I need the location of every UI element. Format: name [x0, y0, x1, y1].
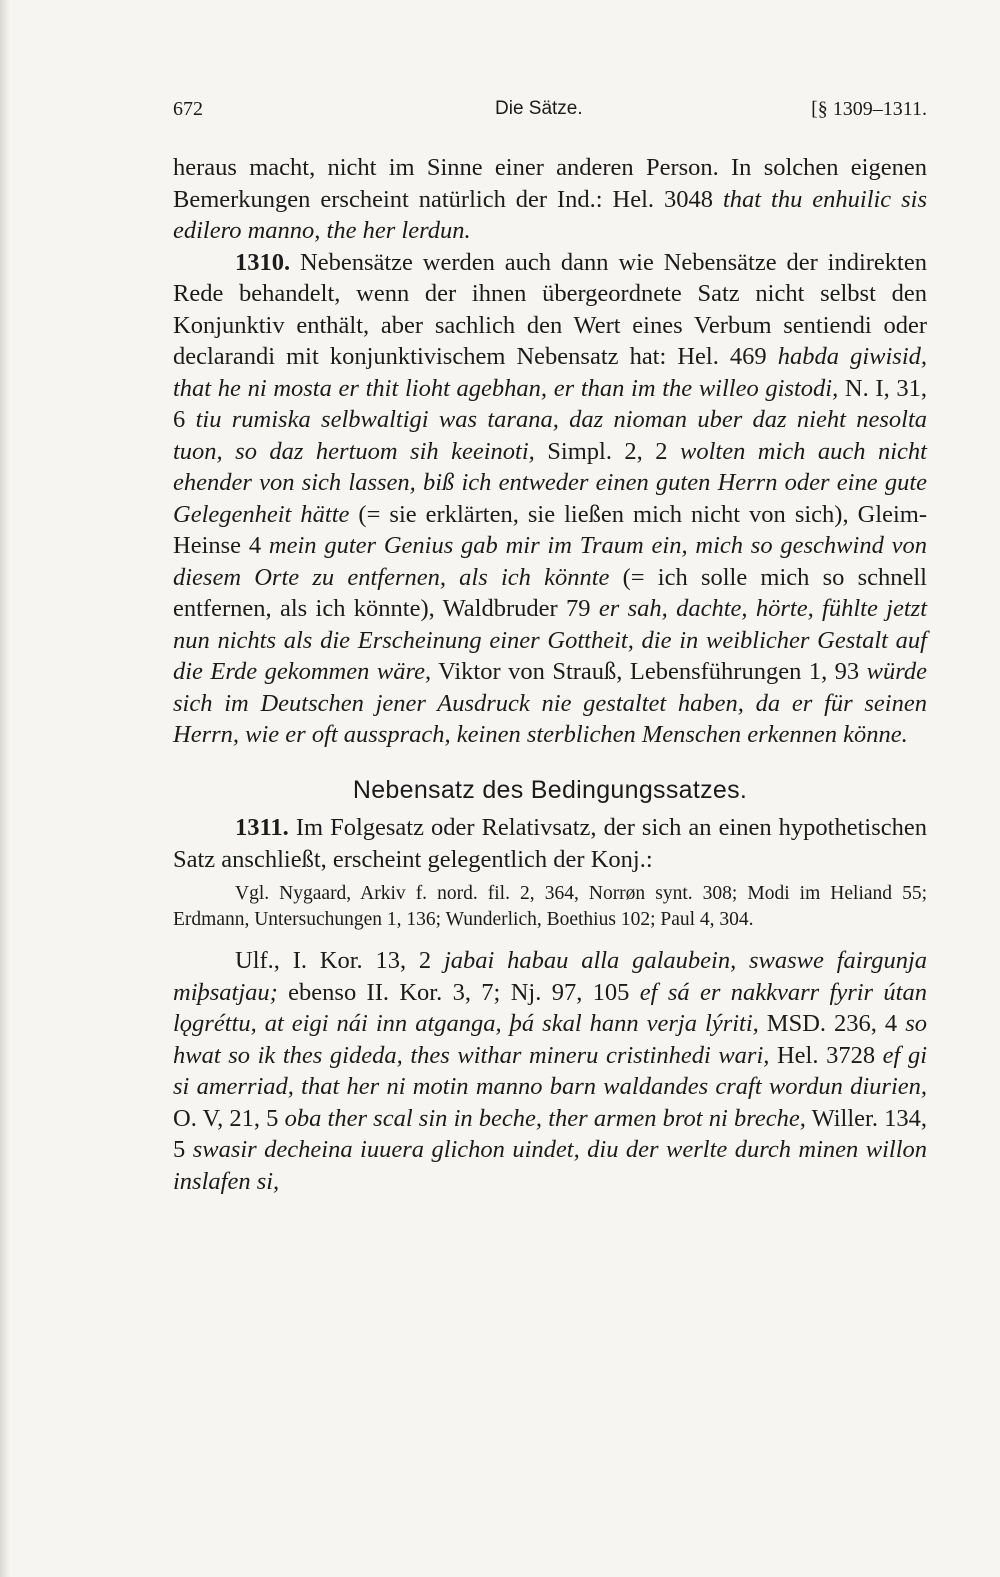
text-run: ebenso II. Kor. 3, 7; Nj. 97, 105 — [277, 978, 640, 1006]
citation-quote: habda giwisid, that he ni mosta er thit lioht agebhan, er than im the willeo gistodi, — [173, 343, 928, 402]
text-run: Viktor von Strauß, Lebensführungen 1, 93 — [431, 658, 867, 685]
section-number: 1310. — [235, 248, 291, 276]
paragraph-1310 — [173, 247, 927, 751]
paragraph-continuation — [173, 152, 927, 247]
text-run: Simpl. 2, 2 — [534, 437, 680, 465]
page-number: 672 — [173, 98, 203, 120]
citation-quote: oba ther scal sin in beche, ther armen brot ni breche, — [284, 1104, 806, 1132]
citation-quote: that thu enhuilic sis edilero manno, the her lerdun. — [173, 185, 928, 244]
text-run: Willer. 134, 5 — [173, 1104, 927, 1163]
section-heading: Nebensatz des Bedingungssatzes. — [352, 775, 748, 804]
citation-quote: wolten mich auch nicht ehender von sich lassen, biß ich entweder einen guten Herrn oder eine gute Gelegenheit hätte — [173, 437, 927, 528]
citation-quote: würde sich im Deutschen jener Ausdruck nie gestaltet haben, da er für seinen Herrn, wie er oft aussprach, keinen sterblichen Menschen erkennen könne. — [173, 658, 927, 748]
text-run: Ulf., I. Kor. 13, 2 — [235, 947, 444, 974]
citation-quote: swasir decheina iuuera glichon uindet, diu der werlte durch minen willon inslafen si, — [173, 1136, 928, 1195]
section-range: [§ 1309–1311. — [811, 98, 927, 120]
text-run: Hel. 3728 — [769, 1041, 883, 1069]
citation-quote: jabai habau alla galaubein, swaswe fairgunja miþsatjau; — [173, 947, 927, 1006]
running-header — [173, 98, 927, 126]
text-run: Nebensätze werden auch dann wie Nebensätze der indirekten Rede behandelt, wenn der ihnen übergeordnete Satz nicht selbst den Konjunktiv enthält, aber sachlich den Wert eines Verbum sentiendi oder declarandi mit konjunktivischem Nebensatz hat: Hel. 469 — [173, 248, 927, 370]
citation-quote: ef sá er nakkvarr fyrir útan lǫgréttu, at eigi nái inn atganga, þá skal hann verja lýriti, — [173, 978, 927, 1037]
text-run: heraus macht, nicht im Sinne einer anderen Person. In solchen eigenen Bemerkungen erscheint natürlich der Ind.: Hel. 3048 — [173, 154, 927, 213]
citation-quote: mein guter Genius gab mir im Traum ein, mich so geschwind von diesem Orte zu entfernen, als ich könnte — [173, 532, 927, 591]
text-run: (= ich solle mich so schnell entfernen, als ich könnte), Waldbruder 79 — [173, 563, 927, 622]
text-run: (= sie erklärten, sie ließen mich nicht von sich), Gleim-Heinse 4 — [173, 500, 927, 559]
literature-note: Vgl. Nygaard, Arkiv f. nord. fil. 2, 364, Norrøn synt. 308; Modi im Heliand 55; Erdmann, Untersuchungen 1, 136; Wunderlich, Boethius 102; Paul 4, 304. — [173, 883, 927, 930]
body-text — [173, 152, 927, 1197]
text-run: Im Folgesatz oder Relativsatz, der sich an einen hypothetischen Satz anschließt, erscheint gelegentlich der Konj.: — [173, 814, 927, 873]
section-number: 1311. — [235, 814, 289, 841]
citation-quote: er sah, dachte, hörte, fühlte jetzt nun nichts als die Erscheinung einer Gottheit, die in weiblicher Gestalt auf die Erde gekommen wäre, — [173, 595, 928, 685]
running-title: Die Sätze. — [495, 98, 583, 119]
citation-quote: ef gi si amerriad, that her ni motin manno barn waldandes craft wordun diurien, — [173, 1041, 927, 1100]
page-edge-shadow — [0, 0, 10, 1577]
citation-quote: so hwat so ik thes gideda, thes withar mineru cristinhedi wari, — [173, 1010, 927, 1069]
paragraph-1311 — [173, 812, 927, 875]
text-run: N. I, 31, 6 — [173, 374, 927, 433]
paragraph-examples — [173, 945, 927, 1197]
text-run: O. V, 21, 5 — [173, 1104, 285, 1132]
text-run: MSD. 236, 4 — [758, 1010, 906, 1037]
citation-quote: tiu rumiska selbwaltigi was tarana, daz nioman uber daz nieht nesolta tuon, so daz hertuom sih keeinoti, — [173, 406, 928, 465]
